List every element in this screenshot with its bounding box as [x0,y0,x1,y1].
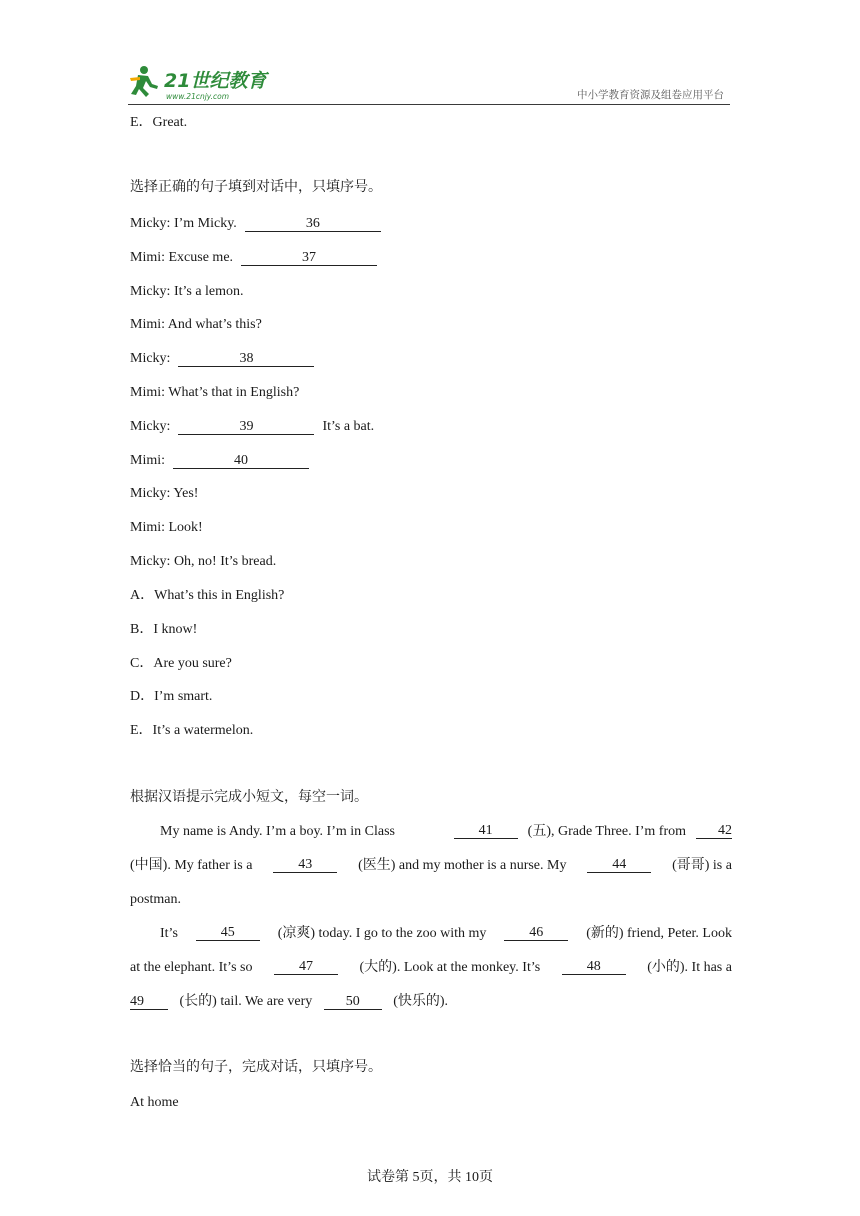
dialogue-line: Mimi: 40 [130,452,313,470]
dialogue-line: Micky: 38 [130,350,318,368]
runner-icon [130,66,158,97]
blank-44[interactable]: 44 [587,857,651,873]
passage-line: postman. [130,892,181,907]
blank-46[interactable]: 46 [504,925,568,941]
section2-instruction: 根据汉语提示完成小短文，每空一词。 [130,790,368,805]
brand-url: www.21cnjy.com [166,92,230,101]
passage-line: (中国). My father is a 43 (医生) and my mother is a nurse. My 44 (哥哥) is a [130,857,732,873]
blank-49[interactable]: 49 [130,994,168,1010]
blank-36[interactable]: 36 [245,216,381,232]
blank-50[interactable]: 50 [324,994,382,1010]
section3-first-line: At home [130,1095,179,1110]
option-e: E．It’s a watermelon. [130,723,254,739]
option-c: C．Are you sure? [130,655,232,671]
blank-48[interactable]: 48 [562,959,626,975]
previous-option-e: E．Great. [130,115,188,130]
section3-instruction: 选择恰当的句子，完成对话，只填序号。 [130,1060,382,1075]
passage-line: My name is Andy. I’m a boy. I’m in Class 41 (五), Grade Three. I’m from 42 [160,823,732,839]
option-a: A．What’s this in English? [130,588,285,603]
dialogue-line: Mimi: Excuse me. 37 [130,249,381,267]
blank-47[interactable]: 47 [274,959,338,975]
brand-logo [128,62,288,102]
passage-line: 49 (长的) tail. We are very 50 (快乐的). [130,994,449,1009]
page-header [128,60,730,105]
page-footer: 试卷第 5页，共 10页 [367,1170,493,1185]
option-b: B．I know! [130,621,198,637]
option-d: D．I’m smart. [130,689,213,705]
brand-name: 21世纪教育 [164,70,267,92]
dialogue-line: Mimi: What’s that in English? [130,385,300,400]
platform-name: 中小学教育资源及组卷应用平台 [577,89,724,101]
dialogue-line: Micky: Oh, no! It’s bread. [130,554,277,569]
blank-45[interactable]: 45 [196,925,260,941]
dialogue-line: Mimi: Look! [130,520,203,536]
blank-38[interactable]: 38 [178,351,314,367]
dialogue-line: Micky: It’s a lemon. [130,283,244,299]
dialogue-line: Mimi: And what’s this? [130,317,262,333]
blank-43[interactable]: 43 [273,857,337,873]
blank-40[interactable]: 40 [173,453,309,469]
passage-line: at the elephant. It’s so 47 (大的). Look at the monkey. It’s 48 (小的). It has a [130,959,732,975]
blank-37[interactable]: 37 [241,250,377,266]
dialogue-line: Micky: Yes! [130,486,199,502]
blank-39[interactable]: 39 [178,419,314,435]
dialogue-line: Micky: 39 It’s a bat. [130,418,375,434]
passage-line: It’s 45 (凉爽) today. I go to the zoo with my 46 (新的) friend, Peter. Look [160,925,732,941]
blank-41[interactable]: 41 [454,823,518,839]
dialogue-line: Micky: I’m Micky. 36 [130,215,385,233]
blank-42[interactable]: 42 [696,823,732,839]
section1-instruction: 选择正确的句子填到对话中，只填序号。 [130,180,382,195]
